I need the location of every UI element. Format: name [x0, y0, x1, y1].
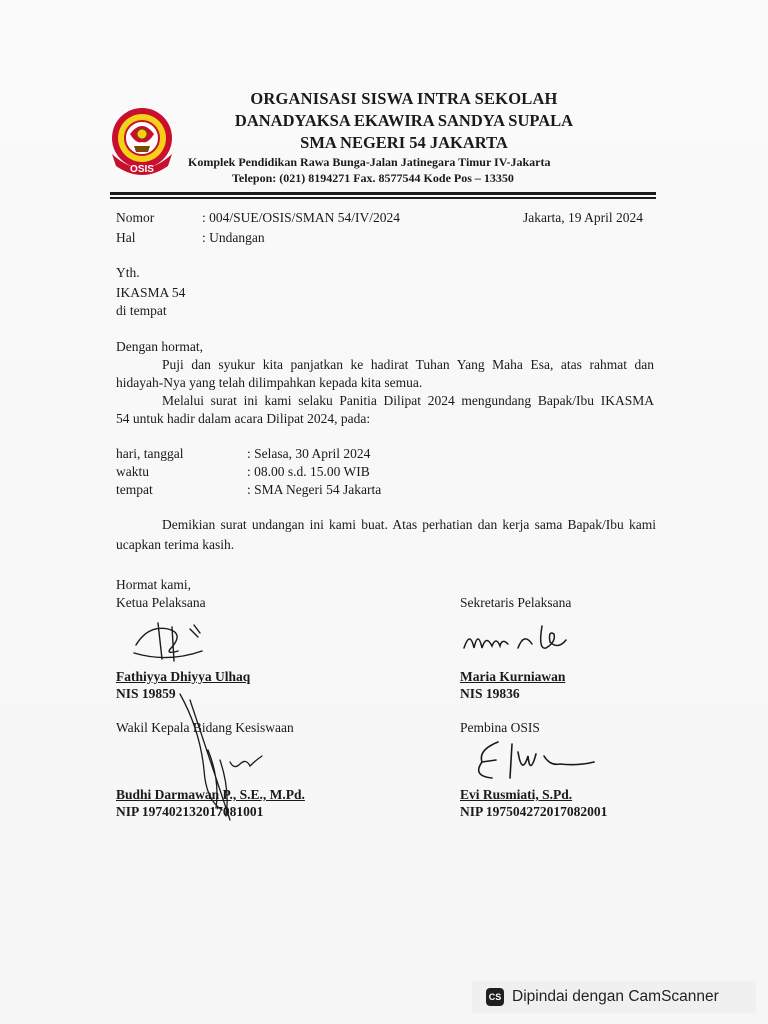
event-place-value: : SMA Negeri 54 Jakarta — [247, 482, 382, 497]
closing-line1: Demikian surat undangan ini kami buat. Atas perhatian dan kerja sama Bapak/Ibu kami — [162, 517, 656, 532]
school-contact: Telepon: (021) 8194271 Fax. 8577544 Kode Pos – 13350 — [232, 171, 514, 185]
para2-line2: 54 untuk hadir dalam acara Dilipat 2024, pada: — [116, 411, 371, 426]
ketua-role: Ketua Pelaksana — [116, 595, 206, 610]
recipient-line1: Yth. — [116, 265, 140, 280]
pembina-name: Evi Rusmiati, S.Pd. — [460, 787, 573, 802]
header-rule-thick — [110, 192, 656, 195]
logo-text: OSIS — [130, 164, 154, 175]
nomor-label: Nomor — [116, 210, 155, 225]
school-name: SMA NEGERI 54 JAKARTA — [300, 133, 508, 152]
camscanner-icon: CS — [486, 988, 504, 1006]
closing-line2: ucapkan terima kasih. — [116, 537, 235, 552]
hal-value: : Undangan — [202, 230, 265, 245]
nomor-value: : 004/SUE/OSIS/SMAN 54/IV/2024 — [202, 210, 401, 225]
event-date-value: : Selasa, 30 April 2024 — [247, 446, 371, 461]
event-time-label: waktu — [116, 464, 149, 479]
pembina-id: NIP 197504272017082001 — [460, 804, 608, 819]
org-name-line1: ORGANISASI SISWA INTRA SEKOLAH — [250, 89, 558, 108]
wakasek-id: NIP 197402132017081001 — [116, 804, 264, 819]
camscanner-watermark — [472, 981, 756, 1013]
sekretaris-signature-icon — [462, 620, 582, 660]
camscanner-label: Dipindai dengan CamScanner — [512, 988, 719, 1005]
regards: Hormat kami, — [116, 577, 191, 592]
school-address: Komplek Pendidikan Rawa Bunga-Jalan Jatinegara Timur IV-Jakarta — [188, 155, 551, 169]
sekretaris-id: NIS 19836 — [460, 686, 520, 701]
place-date: Jakarta, 19 April 2024 — [523, 210, 643, 225]
hal-label: Hal — [116, 230, 136, 245]
event-time-value: : 08.00 s.d. 15.00 WIB — [247, 464, 370, 479]
pembina-signature-icon — [468, 736, 608, 792]
header-rule-thin — [110, 197, 656, 199]
recipient-line2: IKASMA 54 — [116, 285, 186, 300]
pembina-role: Pembina OSIS — [460, 720, 540, 735]
wakasek-name: Budhi Darmawan P., S.E., M.Pd. — [116, 787, 305, 802]
recipient-line3: di tempat — [116, 303, 167, 318]
sekretaris-role: Sekretaris Pelaksana — [460, 595, 572, 610]
greeting: Dengan hormat, — [116, 339, 203, 354]
para2-line1: Melalui surat ini kami selaku Panitia Dilipat 2024 mengundang Bapak/Ibu IKASMA — [162, 393, 654, 408]
ketua-signature-icon — [128, 615, 218, 665]
ketua-name: Fathiyya Dhiyya Ulhaq — [116, 669, 251, 684]
para1-line2: hidayah-Nya yang telah dilimpahkan kepada kita semua. — [116, 375, 423, 390]
org-name-line2: DANADYAKSA EKAWIRA SANDYA SUPALA — [234, 111, 574, 130]
sekretaris-name: Maria Kurniawan — [460, 669, 566, 684]
ketua-id: NIS 19859 — [116, 686, 176, 701]
event-date-label: hari, tanggal — [116, 446, 184, 461]
wakasek-role: Wakil Kepala Bidang Kesiswaan — [116, 720, 294, 735]
event-place-label: tempat — [116, 482, 153, 497]
para1-line1: Puji dan syukur kita panjatkan ke hadirat Tuhan Yang Maha Esa, atas rahmat dan — [162, 357, 654, 372]
